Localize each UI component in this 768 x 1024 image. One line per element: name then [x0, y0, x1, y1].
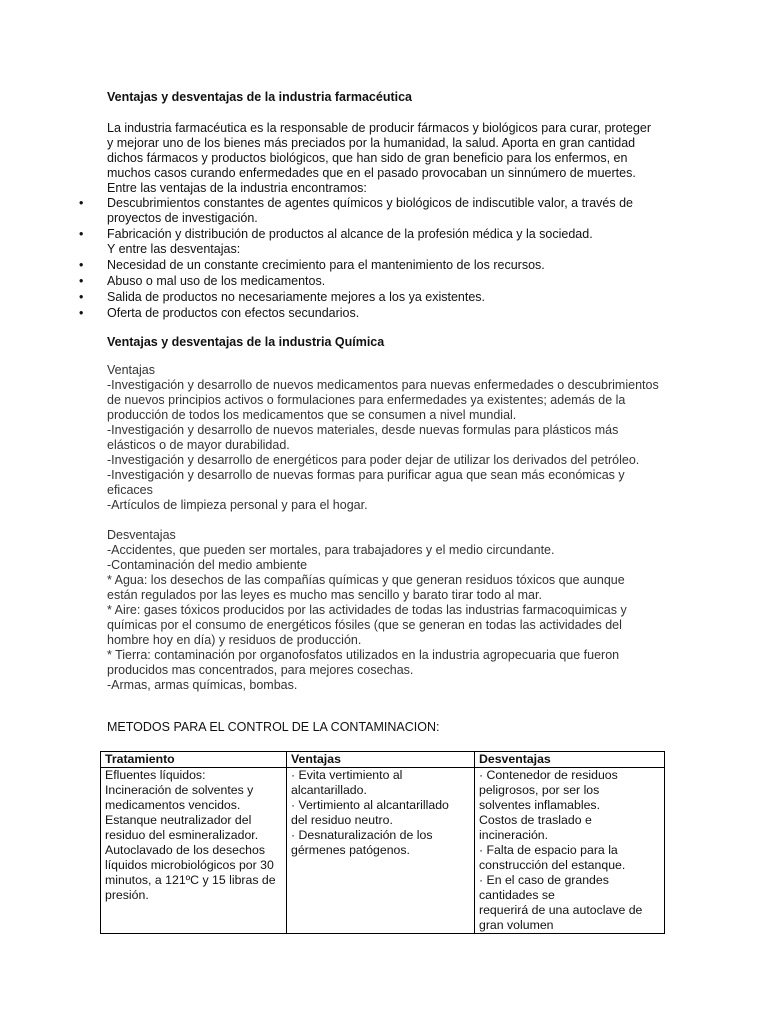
header-tratamiento: Tratamiento: [101, 752, 287, 768]
list-item: [79, 306, 647, 321]
bullet-icon: •: [79, 274, 84, 288]
desventajas-quimica-text: Desventajas -Accidentes, que pueden ser mortales, para trabajadores y el medio circundante. -Contaminación del medio ambiente * Agua: los desechos de las compañías químicas y que generan residuos tóxicos que aunque están regulados por las leyes es mucho mas sencillo y barato tirar todo al mar. * Aire: gases tóxicos producidos por las actividades de todas las industrias farmacoquimicas y químicas por el consumo de energéticos fósiles (que se generan en todas las actividades del hombre hoy en día) y residuos de producción. * Tierra: contaminación por organofosfatos utilizados en la industria agropecuaria que fueron producidos mas concentrados, para mejores cosechas. -Armas, armas químicas, bombas.: [107, 528, 627, 692]
cell-desventajas: · Contenedor de residuos peligrosos, por ser los solventes inflamables. Costos de traslado e incineración. · Falta de espacio para la construcción del estanque. · En el caso de grandes cantidades se requerirá de una autoclave de gran volumen: [475, 768, 665, 934]
cell-ventajas: · Evita vertimiento al alcantarillado. · Vertimiento al alcantarillado del residuo neutro. · Desnaturalización de los gérmenes patógenos.: [287, 768, 475, 934]
table-header-row: [101, 752, 665, 768]
header-desventajas: Desventajas: [475, 752, 665, 768]
list-item-text: Abuso o mal uso de los medicamentos.: [107, 274, 326, 288]
bullet-icon: •: [79, 306, 84, 320]
bullet-icon: •: [79, 258, 84, 272]
bullet-icon: •: [79, 290, 84, 304]
section-title-farmaceutica: Ventajas y desventajas de la industria farmacéutica: [107, 90, 413, 104]
desventajas-intro: Y entre las desventajas:: [107, 242, 241, 256]
table-row: [101, 768, 665, 934]
control-methods-table: [100, 751, 665, 934]
list-item-text: Descubrimientos constantes de agentes químicos y biológicos de indiscutible valor, a través de proyectos de investigación.: [107, 196, 633, 225]
list-item: [79, 290, 647, 305]
bullet-icon: •: [79, 196, 84, 210]
list-item-text: Necesidad de un constante crecimiento para el mantenimiento de los recursos.: [107, 258, 545, 272]
cell-tratamiento: Efluentes líquidos: Incineración de solventes y medicamentos vencidos. Estanque neutralizador del residuo del esmineralizador. Autoclavado de los desechos líquidos microbiológicos por 30 minutos, a 121ºC y 15 libras de presión.: [101, 768, 287, 934]
list-item: [79, 227, 647, 242]
list-item-text: Fabricación y distribución de productos al alcance de la profesión médica y la sociedad.: [107, 227, 593, 241]
list-item: [79, 196, 647, 226]
ventajas-intro: Entre las ventajas de la industria encontramos:: [107, 181, 367, 195]
ventajas-quimica-text: Ventajas -Investigación y desarrollo de nuevos medicamentos para nuevas enfermedades o descubrimientos de nuevos principios activos o formulaciones para enfermedades ya existentes; además de la producción de todos los medicamentos que se consumen a nivel mundial. -Investigación y desarrollo de nuevos materiales, desde nuevas formulas para plásticos más elásticos o de mayor durabilidad. -Investigación y desarrollo de energéticos para poder dejar de utilizar los derivados del petróleo. -Investigación y desarrollo de nuevas formas para purificar agua que sean más económicas y eficaces -Artículos de limpieza personal y para el hogar.: [107, 363, 659, 512]
list-item-text: Salida de productos no necesariamente mejores a los ya existentes.: [107, 290, 485, 304]
list-item: [79, 258, 647, 273]
section-title-quimica: Ventajas y desventajas de la industria Química: [107, 335, 385, 349]
list-item: [79, 274, 647, 289]
list-item-text: Oferta de productos con efectos secundarios.: [107, 306, 360, 320]
section-title-metodos: METODOS PARA EL CONTROL DE LA CONTAMINACION:: [107, 720, 440, 734]
bullet-icon: •: [79, 227, 84, 241]
header-ventajas: Ventajas: [287, 752, 475, 768]
ventajas-farmaceutica-list: [79, 196, 647, 243]
desventajas-farmaceutica-list: [79, 258, 647, 322]
intro-paragraph: La industria farmacéutica es la responsable de producir fármacos y biológicos para curar, proteger y mejorar uno de los bienes más preciados por la humanidad, la salud. Aporta en gran cantidad dichos fármacos y productos biológicos, que han sido de gran beneficio para los enfermos, en muchos casos curando enfermedades que en el pasado provocaban un sinnúmero de muertes.: [107, 121, 652, 180]
